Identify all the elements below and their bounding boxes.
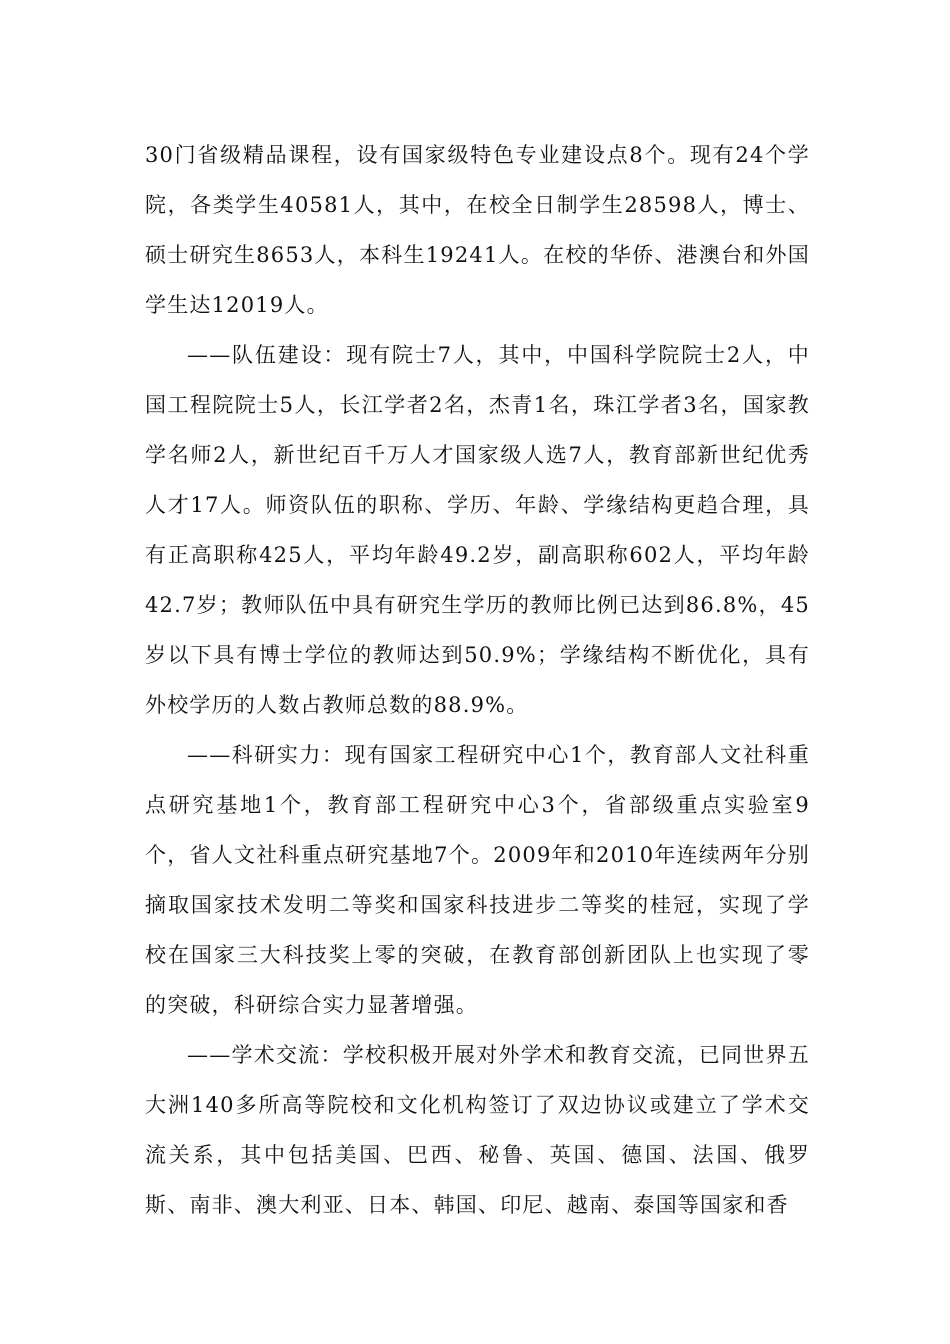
document-body — [145, 130, 810, 1230]
paragraph-faculty-building: ——队伍建设：现有院士7人，其中，中国科学院院士2人，中国工程院院士5人，长江学者2名，杰青1名，珠江学者3名，国家教学名师2人，新世纪百千万人才国家级人选7人，教育部新世纪优秀人才17人。师资队伍的职称、学历、年龄、学缘结构更趋合理，具有正高职称425人，平均年龄49.2岁，副高职称602人，平均年龄42.7岁；教师队伍中具有研究生学历的教师比例已达到86.8%，45岁以下具有博士学位的教师达到50.9%；学缘结构不断优化，具有外校学历的人数占教师总数的88.9%。 — [145, 343, 810, 717]
paragraph-academic-exchange: ——学术交流：学校积极开展对外学术和教育交流，已同世界五大洲140多所高等院校和文化机构签订了双边协议或建立了学术交流关系，其中包括美国、巴西、秘鲁、英国、德国、法国、俄罗斯、南非、澳大利亚、日本、韩国、印尼、越南、泰国等国家和香 — [145, 1043, 810, 1217]
paragraph-research-strength: ——科研实力：现有国家工程研究中心1个，教育部人文社科重点研究基地1个，教育部工程研究中心3个，省部级重点实验室9个，省人文社科重点研究基地7个。2009年和2010年连续两年分别摘取国家技术发明二等奖和国家科技进步二等奖的桂冠，实现了学校在国家三大科技奖上零的突破，在教育部创新团队上也实现了零的突破，科研综合实力显著增强。 — [145, 743, 810, 1017]
paragraph-student-statistics: 30门省级精品课程，设有国家级特色专业建设点8个。现有24个学院，各类学生40581人，其中，在校全日制学生28598人，博士、硕士研究生8653人，本科生19241人。在校的华侨、港澳台和外国学生达12019人。 — [145, 143, 810, 317]
